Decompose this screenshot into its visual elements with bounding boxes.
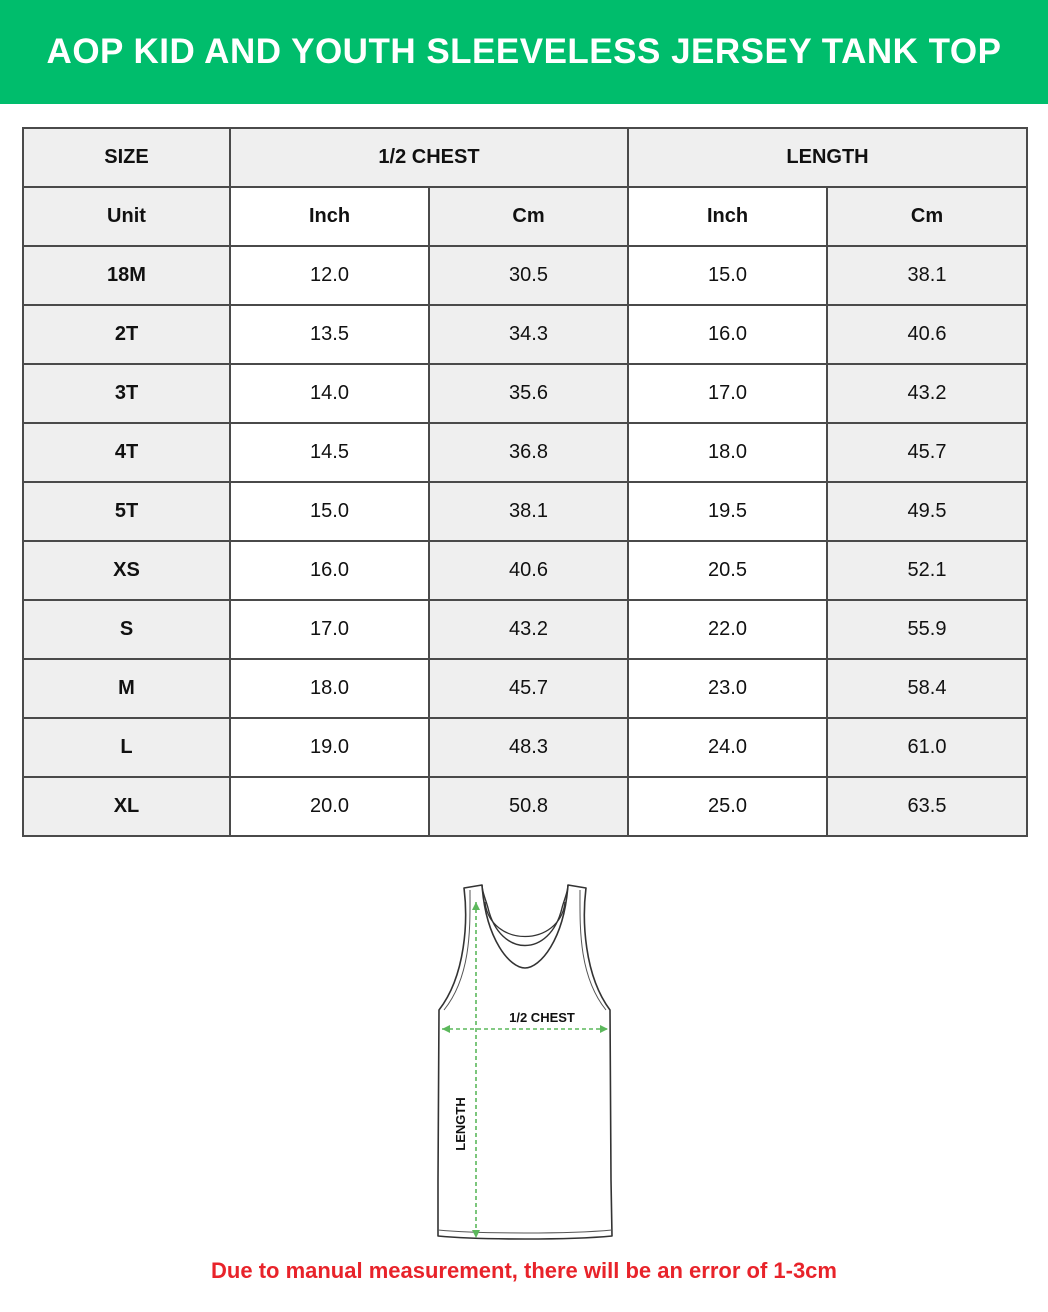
chest-label: 1/2 CHEST	[509, 1010, 575, 1025]
length-cm-cell: 49.5	[827, 482, 1027, 541]
chest-cm-cell: 48.3	[429, 718, 628, 777]
size-cell: S	[23, 600, 230, 659]
size-chart-table	[22, 127, 1028, 837]
length-inch-cell: 17.0	[628, 364, 827, 423]
length-cm-cell: 45.7	[827, 423, 1027, 482]
size-cell: 5T	[23, 482, 230, 541]
length-inch-cell: 25.0	[628, 777, 827, 836]
length-inch-cell: 20.5	[628, 541, 827, 600]
chest-header: 1/2 CHEST	[230, 128, 628, 187]
chest-inch-cell: 12.0	[230, 246, 429, 305]
chest-inch-cell: 14.0	[230, 364, 429, 423]
length-cm-cell: 61.0	[827, 718, 1027, 777]
measurement-disclaimer: Due to manual measurement, there will be an error of 1-3cm	[211, 1258, 837, 1283]
unit-header-row	[23, 187, 1027, 246]
table-row	[23, 659, 1027, 718]
title-banner	[0, 0, 1048, 104]
chest-inch-cell: 19.0	[230, 718, 429, 777]
length-cm-cell: 58.4	[827, 659, 1027, 718]
length-inch-cell: 22.0	[628, 600, 827, 659]
chest-cm-cell: 40.6	[429, 541, 628, 600]
table-row	[23, 482, 1027, 541]
length-label: LENGTH	[453, 1097, 468, 1151]
length-cm-cell: 63.5	[827, 777, 1027, 836]
length-cm-cell: 52.1	[827, 541, 1027, 600]
group-header-row	[23, 128, 1027, 187]
table-row	[23, 423, 1027, 482]
size-cell: XL	[23, 777, 230, 836]
length-cm-cell: 40.6	[827, 305, 1027, 364]
size-cell: L	[23, 718, 230, 777]
table-row	[23, 541, 1027, 600]
chest-inch-cell: 20.0	[230, 777, 429, 836]
chest-cm-cell: 35.6	[429, 364, 628, 423]
size-cell: 2T	[23, 305, 230, 364]
length-inch-cell: 23.0	[628, 659, 827, 718]
length-inch-cell: 24.0	[628, 718, 827, 777]
size-cell: 3T	[23, 364, 230, 423]
page-title: AOP KID AND YOUTH SLEEVELESS JERSEY TANK TOP	[46, 32, 1002, 71]
chest-inch-cell: 18.0	[230, 659, 429, 718]
length-cm-cell: 38.1	[827, 246, 1027, 305]
table-row	[23, 600, 1027, 659]
chest-cm-cell: 45.7	[429, 659, 628, 718]
chest-cm-cell: 36.8	[429, 423, 628, 482]
table-row	[23, 364, 1027, 423]
chest-cm-cell: 43.2	[429, 600, 628, 659]
table-row	[23, 718, 1027, 777]
size-cell: M	[23, 659, 230, 718]
chest-inch-cell: 17.0	[230, 600, 429, 659]
length-cm-cell: 43.2	[827, 364, 1027, 423]
chest-inch-header: Inch	[230, 187, 429, 246]
tank-top-diagram	[420, 880, 630, 1245]
length-inch-cell: 19.5	[628, 482, 827, 541]
length-inch-header: Inch	[628, 187, 827, 246]
length-inch-cell: 16.0	[628, 305, 827, 364]
chest-inch-cell: 14.5	[230, 423, 429, 482]
length-inch-cell: 18.0	[628, 423, 827, 482]
table-row	[23, 777, 1027, 836]
table-row	[23, 305, 1027, 364]
tank-top-icon	[420, 880, 630, 1245]
size-cell: 4T	[23, 423, 230, 482]
length-header: LENGTH	[628, 128, 1027, 187]
size-cell: XS	[23, 541, 230, 600]
size-cell: 18M	[23, 246, 230, 305]
length-cm-cell: 55.9	[827, 600, 1027, 659]
chest-cm-cell: 34.3	[429, 305, 628, 364]
length-inch-cell: 15.0	[628, 246, 827, 305]
chest-cm-cell: 30.5	[429, 246, 628, 305]
size-header: SIZE	[23, 128, 230, 187]
chest-inch-cell: 16.0	[230, 541, 429, 600]
chest-inch-cell: 13.5	[230, 305, 429, 364]
chest-cm-cell: 50.8	[429, 777, 628, 836]
chest-cm-cell: 38.1	[429, 482, 628, 541]
unit-label: Unit	[23, 187, 230, 246]
table-row	[23, 246, 1027, 305]
chest-inch-cell: 15.0	[230, 482, 429, 541]
chest-cm-header: Cm	[429, 187, 628, 246]
length-cm-header: Cm	[827, 187, 1027, 246]
